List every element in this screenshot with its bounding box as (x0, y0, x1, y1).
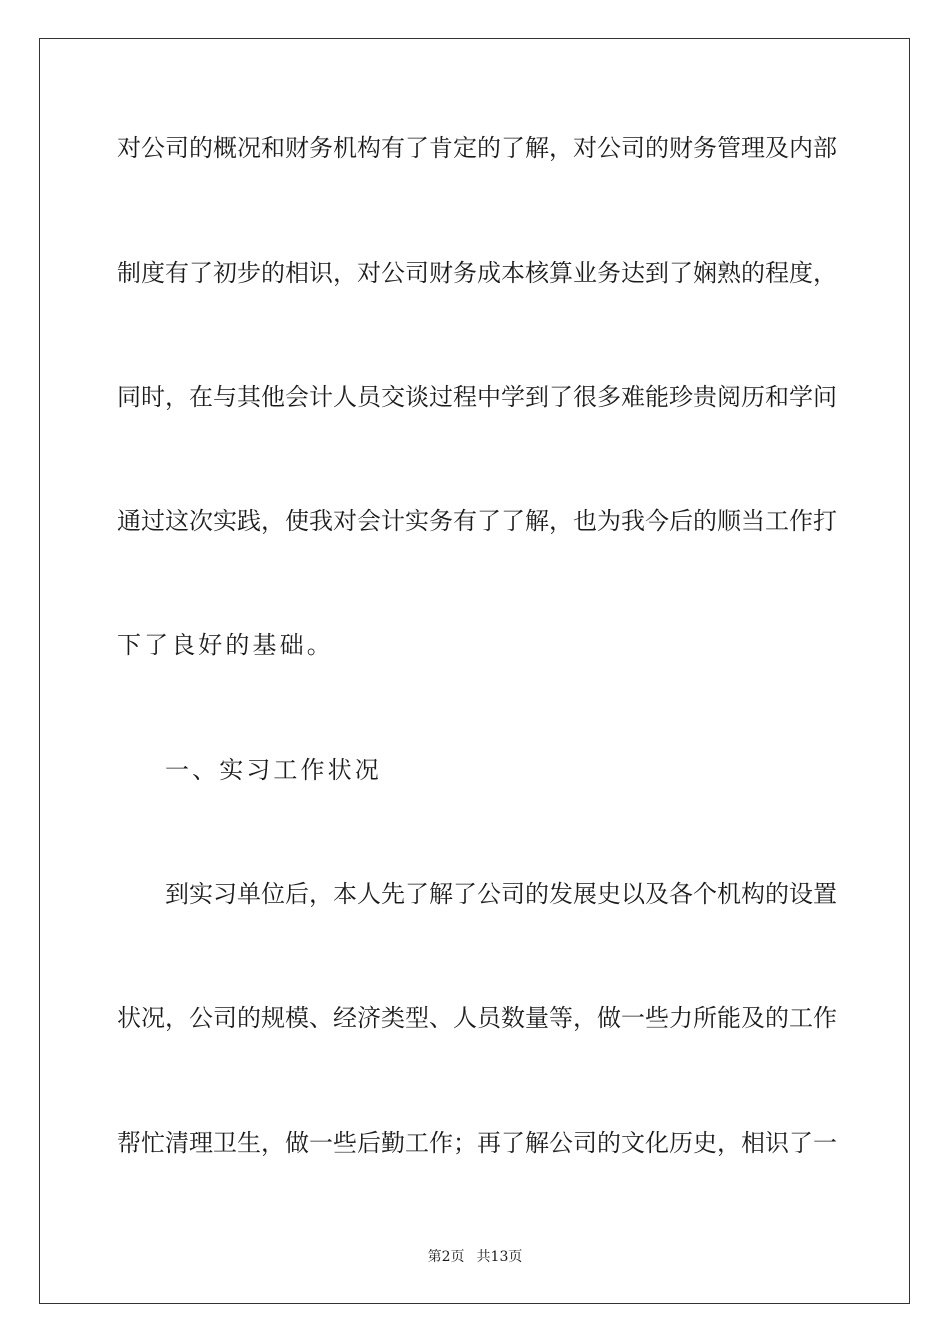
paragraph-line-4: 通过这次实践，使我对会计实务有了了解，也为我今后的顺当工作打 (117, 507, 837, 535)
paragraph-line-5: 下了良好的基础。 (117, 631, 334, 659)
paragraph-line-3: 同时，在与其他会计人员交谈过程中学到了很多难能珍贵阅历和学问 (117, 383, 837, 411)
section-heading: 一、实习工作状况 (165, 756, 382, 784)
page-footer (0, 1248, 950, 1266)
paragraph-line-2: 制度有了初步的相识，对公司财务成本核算业务达到了娴熟的程度， (117, 259, 837, 287)
page-number: 第2页 (427, 1249, 465, 1265)
paragraph-line-7: 状况，公司的规模、经济类型、人员数量等，做一些力所能及的工作 (117, 1004, 837, 1032)
paragraph-line-6: 到实习单位后，本人先了解了公司的发展史以及各个机构的设置 (165, 880, 837, 908)
page-total: 共13页 (476, 1249, 523, 1265)
page-border (39, 38, 910, 1304)
paragraph-line-8: 帮忙清理卫生，做一些后勤工作；再了解公司的文化历史，相识了一 (117, 1129, 837, 1157)
paragraph-line-1: 对公司的概况和财务机构有了肯定的了解，对公司的财务管理及内部 (117, 134, 837, 162)
